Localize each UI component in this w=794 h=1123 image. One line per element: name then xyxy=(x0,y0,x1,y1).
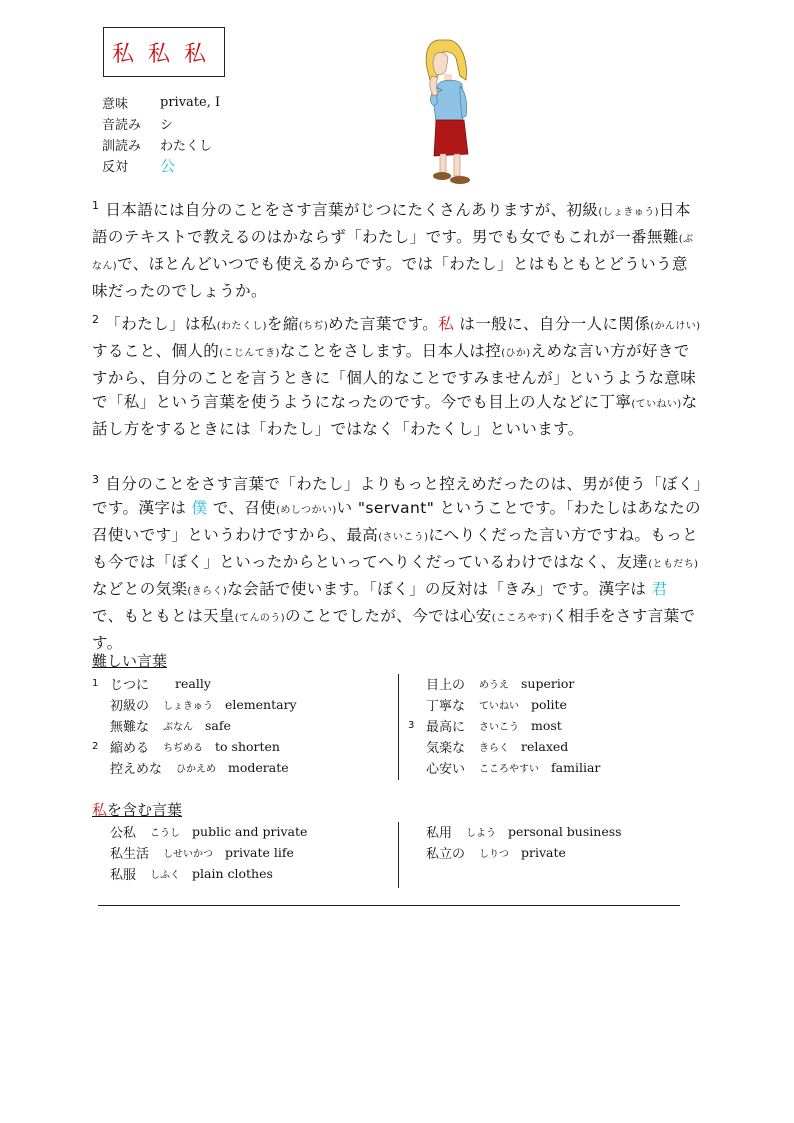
paragraph-number: 1 xyxy=(92,199,100,212)
vocab-english: moderate xyxy=(228,760,289,775)
paragraph-1 xyxy=(92,194,702,303)
compound-word: 公私 xyxy=(110,826,137,841)
highlighted-kanji: 僕 xyxy=(191,499,208,518)
text-run: は一般に、自分一人に関係 xyxy=(454,315,651,334)
text-run: 自分のことをさす言葉で「わたし」よりもっと控えめだったのは、男が使う「ぼく」です。漢字は xyxy=(92,475,702,518)
vocab-english: polite xyxy=(531,697,567,712)
compound-reading: しふく xyxy=(150,870,181,881)
vocab-english: really xyxy=(175,676,211,691)
compound-reading: しせいかつ xyxy=(163,849,214,860)
vocab-word: 縮める xyxy=(110,741,150,756)
vocab-reading: きらく xyxy=(479,743,510,754)
vocab-reading: ちぢめる xyxy=(163,743,204,754)
vocab-word: 最高に xyxy=(426,720,466,735)
text-run: えめな言い方が好きですから、自分のことを言うときに「個人的なことですみませんが」というような意味で「私」という言葉を使うようになったのです。今でも目上の人などに丁寧 xyxy=(92,342,697,412)
ruby-reading: (きらく) xyxy=(187,586,228,598)
vocab-reading: こころやすい xyxy=(479,764,540,775)
ruby-reading: (ていねい) xyxy=(631,399,682,411)
vocab-word: じつに xyxy=(110,678,150,693)
text-run: を縮 xyxy=(266,315,299,334)
vocab-word: 目上の xyxy=(426,678,466,693)
text-run: 日本語には自分のことをさす言葉がじつにたくさんありますが、初級 xyxy=(105,201,599,220)
compound-item xyxy=(408,821,622,842)
vocab-reading: ていねい xyxy=(479,701,520,712)
text-run: 「わたし」は私 xyxy=(105,315,217,334)
kanji-info-table xyxy=(102,92,220,176)
ruby-reading: (ひか) xyxy=(501,348,531,360)
compound-word: 私服 xyxy=(110,868,137,883)
paragraph-number: 3 xyxy=(92,473,100,486)
title-text: を含む言葉 xyxy=(107,801,183,819)
vocab-english: to shorten xyxy=(215,739,280,754)
vocab-item xyxy=(408,694,600,715)
column-divider xyxy=(398,674,399,780)
ruby-reading: (ともだち) xyxy=(648,559,699,571)
kanji-variant: 私 xyxy=(148,41,171,67)
kanji-variant: 私 xyxy=(112,41,135,67)
vocab-section-title: 難しい言葉 xyxy=(92,652,168,670)
compound-english: private life xyxy=(225,845,294,860)
info-key: 訓読み xyxy=(102,139,142,154)
compound-english: personal business xyxy=(508,824,622,839)
text-run: のことでしたが、今では心安 xyxy=(285,607,492,626)
compound-word: 私用 xyxy=(426,826,453,841)
text-run: く相手をさす言葉です。 xyxy=(92,607,696,653)
vocab-list-left xyxy=(92,673,297,778)
compound-word: 私生活 xyxy=(110,847,150,862)
ruby-reading: (てんのう) xyxy=(234,613,285,625)
vocab-english: relaxed xyxy=(521,739,569,754)
vocab-item xyxy=(92,694,297,715)
vocab-item xyxy=(92,715,297,736)
compound-reading: しりつ xyxy=(479,849,510,860)
highlighted-kanji: 君 xyxy=(651,580,668,599)
vocab-english: elementary xyxy=(225,697,297,712)
compound-word: 私立の xyxy=(426,847,466,862)
vocab-reading: しょきゅう xyxy=(163,701,214,712)
vocab-english: safe xyxy=(205,718,231,733)
vocab-english: superior xyxy=(521,676,575,691)
vocab-word: 初級の xyxy=(110,699,150,714)
item-number: 1 xyxy=(92,678,99,689)
vocab-item xyxy=(408,736,600,757)
highlighted-kanji: 私 xyxy=(438,315,455,334)
info-key: 意味 xyxy=(102,97,129,112)
compound-reading: こうし xyxy=(150,828,181,839)
text-run: 日本語のテキストで教えるのはかならず「わたし」です。男でも女でもこれが一番無難 xyxy=(92,201,691,247)
vocab-reading: めうえ xyxy=(479,680,510,691)
info-key: 反対 xyxy=(102,160,129,175)
thinking-person-illustration xyxy=(408,36,478,188)
text-run: で、召使 xyxy=(207,499,277,518)
compound-reading: しよう xyxy=(466,828,497,839)
vocab-word: 丁寧な xyxy=(426,699,466,714)
vocab-list-right xyxy=(408,673,600,778)
kanji-variant: 私 xyxy=(184,41,207,67)
info-value-opposite: 公 xyxy=(160,157,176,175)
ruby-reading: (ちぢ) xyxy=(298,321,329,333)
vocab-word: 気楽な xyxy=(426,741,466,756)
vocab-item xyxy=(92,736,297,757)
ruby-reading: (こころやす) xyxy=(491,613,553,625)
vocab-word: 心安い xyxy=(426,762,466,777)
ruby-reading: (ぶなん) xyxy=(92,234,694,273)
vocab-reading: さいこう xyxy=(479,722,520,733)
vocab-item xyxy=(408,715,600,736)
text-run: い "servant" ということです。「わたしはあなたの召使いです」というわけですから、最高 xyxy=(92,499,701,545)
vocab-english: most xyxy=(531,718,562,733)
ruby-reading: (しょきゅう) xyxy=(598,207,659,219)
compound-list-right xyxy=(408,821,622,863)
text-run: めた言葉です。 xyxy=(328,315,439,334)
paragraph-number: 2 xyxy=(92,313,100,326)
compound-item xyxy=(92,863,307,884)
compound-item xyxy=(92,842,307,863)
compounds-section-title xyxy=(92,799,182,820)
info-key: 音読み xyxy=(102,118,142,133)
compound-item xyxy=(92,821,307,842)
item-number: 2 xyxy=(92,741,99,752)
ruby-reading: (さいこう) xyxy=(378,532,429,544)
kanji-variants-box xyxy=(103,27,225,77)
ruby-reading: (こじんてき) xyxy=(219,348,280,360)
paragraph-2 xyxy=(92,308,702,441)
bottom-rule xyxy=(98,905,680,906)
info-row xyxy=(102,155,220,176)
info-value: private, I xyxy=(160,95,221,110)
vocab-reading: ひかえめ xyxy=(176,764,217,775)
vocab-item xyxy=(92,757,297,778)
text-run: で、ほとんどいつでも使えるからです。では「わたし」とはもともとどういう意味だったのでしょうか。 xyxy=(92,255,688,301)
info-value: わたくし xyxy=(160,139,213,154)
compound-english: private xyxy=(521,845,566,860)
compound-english: public and private xyxy=(192,824,308,839)
text-run: なことをさします。日本人は控 xyxy=(279,342,502,361)
info-value: シ xyxy=(160,118,174,133)
text-run: な話し方をするときには「わたし」ではなく「わたくし」といいます。 xyxy=(92,393,698,439)
text-run: すること、個人的 xyxy=(92,342,220,361)
vocab-item xyxy=(408,673,600,694)
item-number: 3 xyxy=(408,720,415,731)
info-row xyxy=(102,134,220,155)
ruby-reading: (かんけい) xyxy=(650,321,701,333)
text-run: な会話で使います。「ぼく」の反対は「きみ」です。漢字は xyxy=(227,580,652,599)
title-kanji: 私 xyxy=(92,801,108,819)
info-row xyxy=(102,113,220,134)
vocab-reading: ぶなん xyxy=(163,722,194,733)
compound-english: plain clothes xyxy=(192,866,273,881)
ruby-reading: (めしつかい) xyxy=(276,505,337,517)
compound-list-left xyxy=(92,821,307,884)
vocab-word: 無難な xyxy=(110,720,150,735)
column-divider xyxy=(398,822,399,888)
vocab-item xyxy=(92,673,297,694)
text-run: にへりくだった言い方ですね。もっとも今では「ぼく」といったからといってへりくだっているわけではなく、友達 xyxy=(92,526,699,572)
compound-item xyxy=(408,842,622,863)
info-row xyxy=(102,92,220,113)
ruby-reading: (わたくし) xyxy=(216,321,267,333)
paragraph-3 xyxy=(92,468,702,655)
text-run: で、もともとは天皇 xyxy=(92,607,235,626)
vocab-word: 控えめな xyxy=(110,762,163,777)
vocab-item xyxy=(408,757,600,778)
text-run: などとの気楽 xyxy=(92,580,188,599)
vocab-english: familiar xyxy=(551,760,601,775)
